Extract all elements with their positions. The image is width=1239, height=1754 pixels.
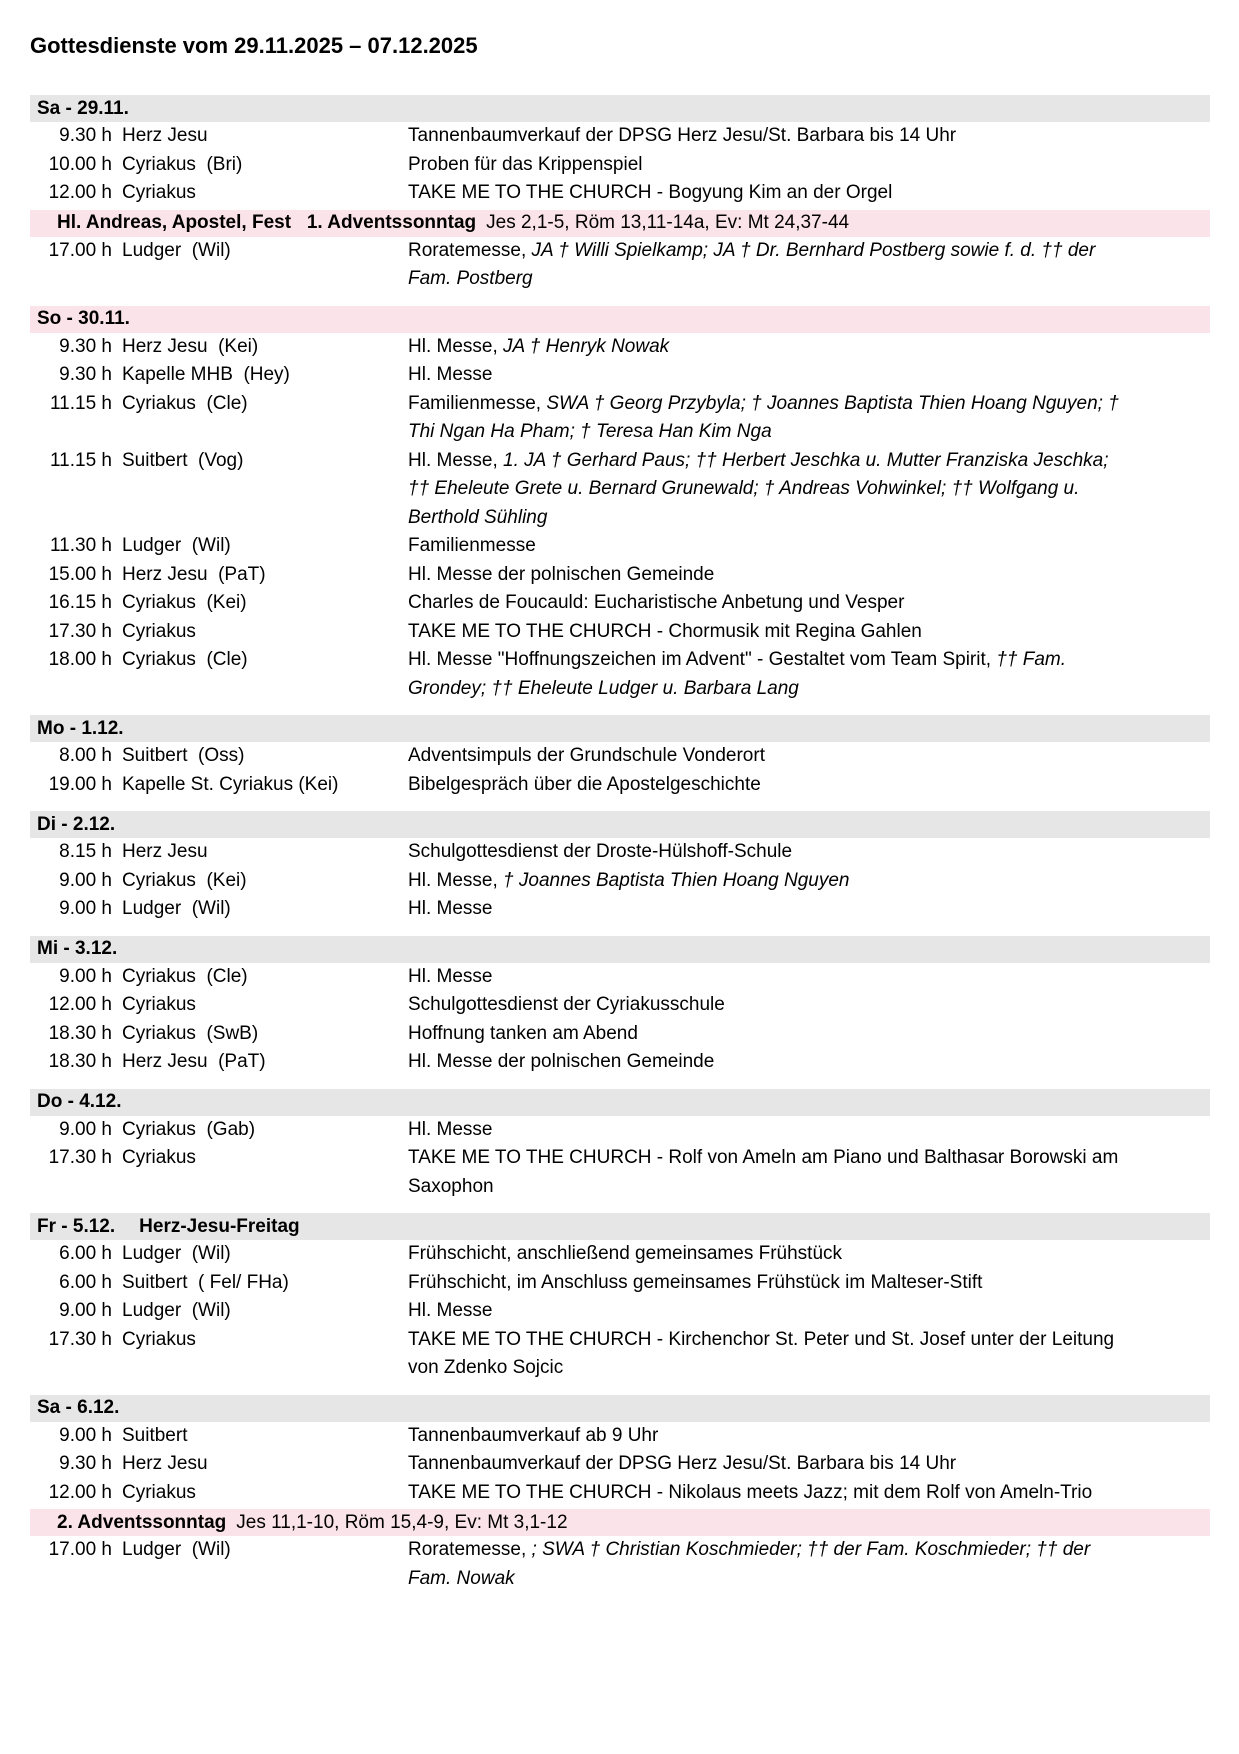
service-place: Cyriakus bbox=[122, 620, 196, 642]
service-place: Ludger (Wil) bbox=[122, 1539, 231, 1560]
service-desc-segment: Hl. Messe bbox=[408, 965, 493, 987]
service-row bbox=[30, 867, 1210, 896]
service-desc bbox=[408, 1240, 1120, 1269]
service-row bbox=[30, 390, 1210, 447]
service-desc bbox=[408, 333, 1120, 362]
service-desc bbox=[408, 151, 1120, 180]
day-header-label: Sa - 29.11. bbox=[37, 97, 129, 119]
service-time: 10.00 h bbox=[48, 153, 112, 175]
service-desc bbox=[408, 1422, 1120, 1451]
service-time: 9.30 h bbox=[59, 335, 112, 357]
service-row bbox=[30, 838, 1210, 867]
service-place: Ludger (Wil) bbox=[122, 1300, 231, 1321]
service-place: Herz Jesu bbox=[122, 125, 208, 146]
service-row bbox=[30, 1297, 1210, 1326]
service-row bbox=[30, 742, 1210, 771]
service-desc bbox=[408, 1269, 1120, 1298]
service-time: 9.00 h bbox=[59, 869, 112, 891]
day-header-label: Mi - 3.12. bbox=[37, 938, 118, 959]
service-desc bbox=[408, 867, 1120, 896]
service-desc bbox=[408, 237, 1120, 294]
service-desc bbox=[408, 963, 1120, 992]
day-header bbox=[30, 306, 1210, 333]
day-header bbox=[30, 811, 1210, 838]
service-time: 18.30 h bbox=[48, 1051, 112, 1072]
service-desc-segment: TAKE ME TO THE CHURCH - Bogyung Kim an der Orgel bbox=[408, 182, 893, 203]
service-place: Cyriakus bbox=[122, 994, 196, 1015]
day-header bbox=[30, 95, 1210, 122]
service-row bbox=[30, 1326, 1210, 1383]
service-place: Kapelle MHB (Hey) bbox=[122, 364, 290, 385]
service-time: 17.00 h bbox=[48, 1539, 112, 1560]
feast-banner-readings: Jes 2,1-5, Röm 13,11-14a, Ev: Mt 24,37-44 bbox=[486, 212, 850, 233]
service-desc-segment: Frühschicht, im Anschluss gemeinsames Frühstück im Malteser-Stift bbox=[408, 1271, 983, 1293]
service-desc-segment: Hl. Messe bbox=[408, 898, 493, 919]
service-place: Cyriakus (Kei) bbox=[122, 869, 247, 891]
service-row bbox=[30, 1144, 1210, 1201]
service-desc-segment: Hl. Messe, bbox=[408, 335, 504, 357]
service-desc bbox=[408, 179, 1120, 208]
service-desc-segment: TAKE ME TO THE CHURCH - Kirchenchor St. Peter und St. Josef unter der Leitung von Zdenko Sojcic bbox=[408, 1328, 1115, 1378]
service-desc-segment: † Joannes Baptista Thien Hoang Nguyen bbox=[503, 869, 850, 891]
service-row bbox=[30, 151, 1210, 180]
day-header-label: Do - 4.12. bbox=[37, 1091, 122, 1112]
service-desc-segment: Charles de Foucauld: Eucharistische Anbetung und Vesper bbox=[408, 592, 905, 613]
service-desc-segment: Adventsimpuls der Grundschule Vonderort bbox=[408, 745, 765, 766]
service-place: Cyriakus bbox=[122, 1147, 196, 1168]
service-desc bbox=[408, 589, 1120, 618]
service-row bbox=[30, 1048, 1210, 1077]
service-desc bbox=[408, 618, 1120, 647]
service-row bbox=[30, 991, 1210, 1020]
service-desc-segment: Tannenbaumverkauf der DPSG Herz Jesu/St. Barbara bis 14 Uhr bbox=[408, 1453, 957, 1474]
feast-banner-title: 2. Adventssonntag bbox=[57, 1511, 227, 1533]
service-time: 17.30 h bbox=[48, 1147, 112, 1168]
feast-banner-title: Hl. Andreas, Apostel, Fest 1. Adventssonntag bbox=[57, 212, 477, 233]
service-row bbox=[30, 1479, 1210, 1508]
service-desc-segment: †† Fam. Grondey; †† Eheleute Ludger u. Barbara Lang bbox=[408, 649, 1067, 699]
service-desc-segment: TAKE ME TO THE CHURCH - Rolf von Ameln am Piano und Balthasar Borowski am Saxophon bbox=[408, 1147, 1119, 1197]
day-header-label: Mo - 1.12. bbox=[37, 717, 124, 739]
service-place: Herz Jesu (Kei) bbox=[122, 335, 259, 357]
service-time: 9.30 h bbox=[59, 1453, 112, 1474]
service-time: 9.30 h bbox=[59, 364, 112, 385]
service-time: 12.00 h bbox=[48, 182, 112, 203]
service-row bbox=[30, 618, 1210, 647]
service-desc bbox=[408, 1326, 1120, 1383]
service-row bbox=[30, 1536, 1210, 1593]
service-desc bbox=[408, 771, 1120, 800]
service-desc bbox=[408, 895, 1120, 924]
day-header-label: Sa - 6.12. bbox=[37, 1397, 120, 1418]
service-desc-segment: Familienmesse, bbox=[408, 392, 547, 414]
service-time: 11.15 h bbox=[50, 449, 112, 471]
service-desc-segment: JA † Henryk Nowak bbox=[503, 335, 670, 357]
service-desc bbox=[408, 1020, 1120, 1049]
service-row bbox=[30, 1116, 1210, 1145]
service-time: 12.00 h bbox=[48, 994, 112, 1015]
service-desc-segment: Hl. Messe bbox=[408, 1300, 493, 1321]
feast-banner bbox=[30, 1509, 1210, 1536]
service-place: Cyriakus (Bri) bbox=[122, 153, 243, 175]
service-desc-segment: Schulgottesdienst der Cyriakusschule bbox=[408, 994, 725, 1015]
service-time: 17.30 h bbox=[48, 1328, 112, 1350]
service-place: Cyriakus bbox=[122, 1481, 196, 1503]
service-desc bbox=[408, 1144, 1120, 1201]
service-row bbox=[30, 333, 1210, 362]
service-desc bbox=[408, 1048, 1120, 1077]
service-time: 16.15 h bbox=[48, 592, 112, 613]
service-place: Cyriakus (Kei) bbox=[122, 592, 247, 613]
day-header bbox=[30, 936, 1210, 963]
day-header-label: Di - 2.12. bbox=[37, 813, 116, 835]
service-desc-segment: Roratemesse, bbox=[408, 239, 532, 261]
page-title: Gottesdienste vom 29.11.2025 – 07.12.2025 bbox=[30, 33, 478, 58]
service-desc-segment: Hl. Messe, bbox=[408, 869, 504, 891]
service-desc-segment: TAKE ME TO THE CHURCH - Nikolaus meets Jazz; mit dem Rolf von Ameln-Trio bbox=[408, 1481, 1093, 1503]
service-time: 9.30 h bbox=[59, 125, 112, 146]
service-place: Kapelle St. Cyriakus (Kei) bbox=[122, 773, 339, 795]
service-desc bbox=[408, 1479, 1120, 1508]
service-row bbox=[30, 895, 1210, 924]
day-header bbox=[30, 1395, 1210, 1422]
service-desc-segment: Hoffnung tanken am Abend bbox=[408, 1022, 638, 1044]
service-desc bbox=[408, 361, 1120, 390]
service-time: 8.00 h bbox=[59, 745, 112, 766]
service-desc bbox=[408, 561, 1120, 590]
day-header bbox=[30, 715, 1210, 742]
service-place: Cyriakus (Cle) bbox=[122, 392, 248, 414]
service-desc-segment: JA † Willi Spielkamp; JA † Dr. Bernhard Postberg sowie f. d. †† der Fam. Postberg bbox=[408, 239, 1096, 289]
service-desc-segment: Hl. Messe, bbox=[408, 449, 504, 471]
service-place: Cyriakus bbox=[122, 182, 196, 203]
service-row bbox=[30, 179, 1210, 208]
service-time: 15.00 h bbox=[48, 563, 112, 585]
service-time: 18.00 h bbox=[48, 649, 112, 670]
service-desc bbox=[408, 991, 1120, 1020]
service-desc bbox=[408, 390, 1120, 447]
service-row bbox=[30, 771, 1210, 800]
service-row bbox=[30, 361, 1210, 390]
day-header bbox=[30, 1089, 1210, 1116]
service-desc-segment: TAKE ME TO THE CHURCH - Chormusik mit Regina Gahlen bbox=[408, 620, 922, 642]
service-place: Herz Jesu bbox=[122, 841, 208, 862]
service-desc bbox=[408, 742, 1120, 771]
service-desc-segment: Bibelgespräch über die Apostelgeschichte bbox=[408, 773, 761, 795]
service-time: 9.00 h bbox=[59, 898, 112, 919]
service-desc bbox=[408, 532, 1120, 561]
service-desc bbox=[408, 1297, 1120, 1326]
service-desc-segment: Roratemesse, bbox=[408, 1539, 532, 1560]
service-time: 9.00 h bbox=[59, 965, 112, 987]
service-time: 8.15 h bbox=[59, 841, 112, 862]
service-time: 6.00 h bbox=[59, 1243, 112, 1264]
service-place: Cyriakus (Cle) bbox=[122, 649, 248, 670]
service-time: 9.00 h bbox=[59, 1118, 112, 1140]
service-desc bbox=[408, 447, 1120, 533]
service-time: 11.15 h bbox=[50, 392, 112, 414]
service-place: Suitbert (Vog) bbox=[122, 449, 244, 471]
service-desc-segment: SWA † Georg Przybyla; † Joannes Baptista Thien Hoang Nguyen; † Thi Ngan Ha Pham; † Teresa Han Kim Nga bbox=[408, 392, 1119, 442]
service-place: Cyriakus (SwB) bbox=[122, 1022, 259, 1044]
service-place: Ludger (Wil) bbox=[122, 239, 231, 261]
service-row bbox=[30, 1422, 1210, 1451]
service-desc-segment: Hl. Messe bbox=[408, 1118, 493, 1140]
service-desc bbox=[408, 838, 1120, 867]
service-desc-segment: Familienmesse bbox=[408, 535, 536, 556]
service-desc-segment: Tannenbaumverkauf der DPSG Herz Jesu/St. Barbara bis 14 Uhr bbox=[408, 125, 957, 146]
service-desc bbox=[408, 1116, 1120, 1145]
service-time: 11.30 h bbox=[50, 535, 112, 556]
service-desc-segment: ; SWA † Christian Koschmieder; †† der Fam. Koschmieder; †† der Fam. Nowak bbox=[408, 1539, 1091, 1589]
service-row bbox=[30, 1269, 1210, 1298]
service-desc bbox=[408, 646, 1120, 703]
service-place: Ludger (Wil) bbox=[122, 535, 231, 556]
service-place: Herz Jesu (PaT) bbox=[122, 1051, 266, 1072]
service-place: Cyriakus (Cle) bbox=[122, 965, 248, 987]
service-place: Herz Jesu (PaT) bbox=[122, 563, 266, 585]
service-row bbox=[30, 447, 1210, 533]
service-time: 6.00 h bbox=[59, 1271, 112, 1293]
service-desc-segment: Hl. Messe der polnischen Gemeinde bbox=[408, 563, 715, 585]
service-desc-segment: Tannenbaumverkauf ab 9 Uhr bbox=[408, 1424, 659, 1446]
service-place: Herz Jesu bbox=[122, 1453, 208, 1474]
service-row bbox=[30, 1450, 1210, 1479]
service-desc-segment: Schulgottesdienst der Droste-Hülshoff-Schule bbox=[408, 841, 793, 862]
service-time: 18.30 h bbox=[48, 1022, 112, 1044]
service-row bbox=[30, 646, 1210, 703]
service-desc-segment: Proben für das Krippenspiel bbox=[408, 153, 643, 175]
service-place: Cyriakus bbox=[122, 1328, 196, 1350]
service-place: Suitbert bbox=[122, 1424, 188, 1446]
service-row bbox=[30, 237, 1210, 294]
service-desc-segment: Hl. Messe der polnischen Gemeinde bbox=[408, 1051, 715, 1072]
service-place: Suitbert (Oss) bbox=[122, 745, 245, 766]
day-header-label: So - 30.11. bbox=[37, 308, 130, 329]
service-row bbox=[30, 561, 1210, 590]
service-desc-segment: 1. JA † Gerhard Paus; †† Herbert Jeschka u. Mutter Franziska Jeschka; †† Eheleute Grete u. Bernard Grunewald; † Andreas Vohwinkel; †† Wolfgang u. Berthold Sühling bbox=[408, 449, 1109, 528]
service-row bbox=[30, 532, 1210, 561]
day-header-label: Fr - 5.12. bbox=[37, 1215, 116, 1237]
service-time: 9.00 h bbox=[59, 1424, 112, 1446]
feast-banner-readings: Jes 11,1-10, Röm 15,4-9, Ev: Mt 3,1-12 bbox=[236, 1511, 568, 1533]
schedule bbox=[30, 95, 1210, 1593]
service-row bbox=[30, 1240, 1210, 1269]
service-desc bbox=[408, 1450, 1120, 1479]
service-row bbox=[30, 122, 1210, 151]
service-desc-segment: Frühschicht, anschließend gemeinsames Frühstück bbox=[408, 1243, 843, 1264]
service-row bbox=[30, 963, 1210, 992]
service-time: 17.30 h bbox=[48, 620, 112, 642]
service-place: Suitbert ( Fel/ FHa) bbox=[122, 1271, 289, 1293]
service-desc-segment: Hl. Messe bbox=[408, 364, 493, 385]
service-place: Ludger (Wil) bbox=[122, 1243, 231, 1264]
service-place: Cyriakus (Gab) bbox=[122, 1118, 256, 1140]
service-place: Ludger (Wil) bbox=[122, 898, 231, 919]
service-row bbox=[30, 589, 1210, 618]
service-time: 12.00 h bbox=[48, 1481, 112, 1503]
service-time: 17.00 h bbox=[48, 239, 112, 261]
service-desc bbox=[408, 122, 1120, 151]
feast-banner bbox=[30, 210, 1210, 237]
service-row bbox=[30, 1020, 1210, 1049]
day-header bbox=[30, 1213, 1210, 1240]
service-time: 9.00 h bbox=[59, 1300, 112, 1321]
day-header-extra: Herz-Jesu-Freitag bbox=[139, 1215, 300, 1237]
service-desc-segment: Hl. Messe "Hoffnungszeichen im Advent" - Gestaltet vom Team Spirit, bbox=[408, 649, 997, 670]
service-time: 19.00 h bbox=[48, 773, 112, 795]
service-desc bbox=[408, 1536, 1120, 1593]
